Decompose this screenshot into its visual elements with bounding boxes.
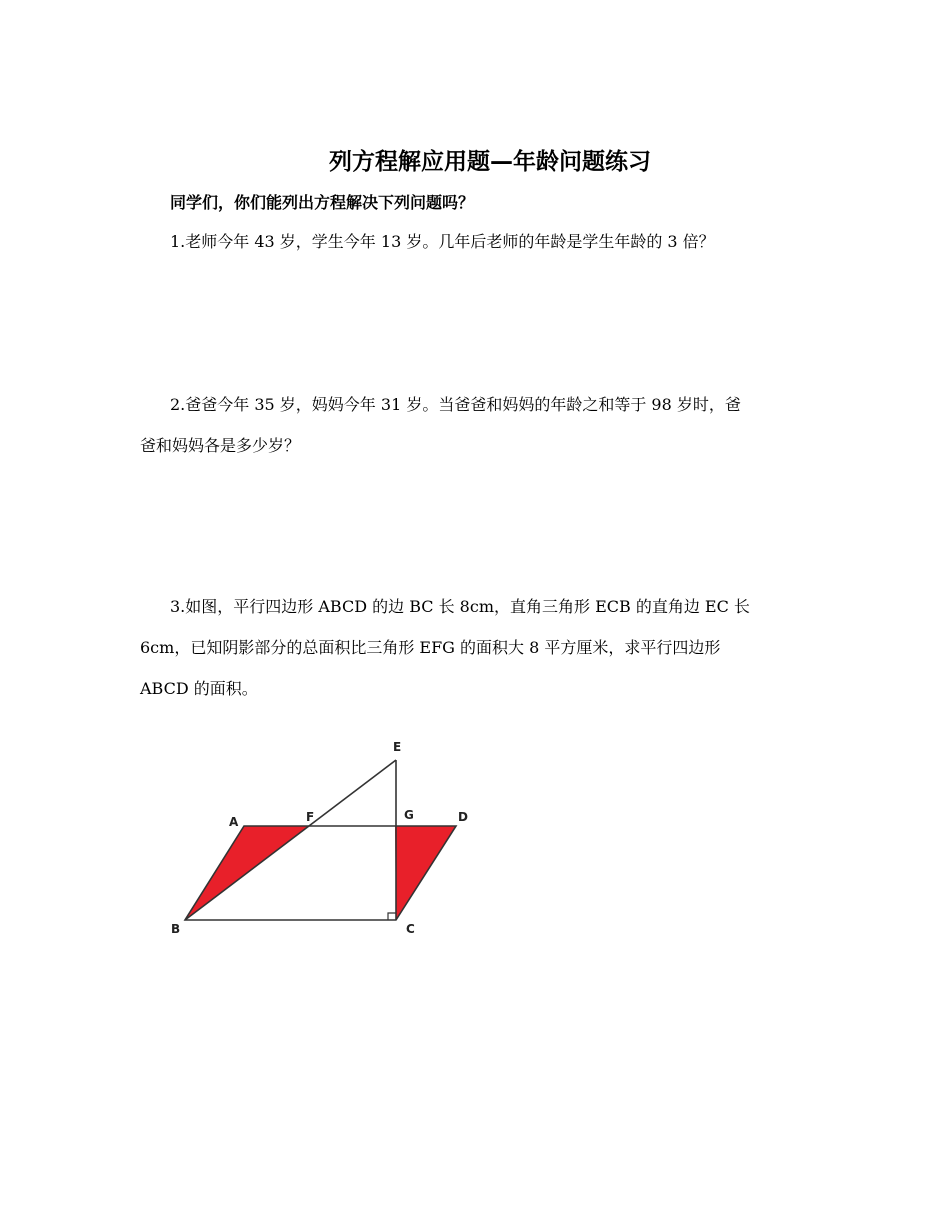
label-f: F xyxy=(306,810,315,824)
question-1: 1.老师今年 43 岁，学生今年 13 岁。几年后老师的年龄是学生年龄的 3 倍？ xyxy=(170,232,715,251)
label-c: C xyxy=(406,922,415,936)
question-3-line-2: 6cm，已知阴影部分的总面积比三角形 EFG 的面积大 8 平方厘米，求平行四边形 xyxy=(140,638,721,657)
question-2-line-2: 爸和妈妈各是多少岁？ xyxy=(140,436,301,455)
geometry-diagram xyxy=(168,735,478,940)
question-3-line-1: 3.如图，平行四边形 ABCD 的边 BC 长 8cm，直角三角形 ECB 的直角边 EC 长 xyxy=(170,597,750,616)
question-3-line-3: ABCD 的面积。 xyxy=(140,679,258,698)
label-g: G xyxy=(404,808,414,822)
line-be xyxy=(185,760,396,920)
label-b: B xyxy=(171,922,181,936)
label-a: A xyxy=(229,815,239,829)
right-angle-marker xyxy=(388,913,396,920)
intro-text: 同学们，你们能列出方程解决下列问题吗？ xyxy=(170,193,475,212)
parallelogram-figure xyxy=(168,735,478,940)
page-title: 列方程解应用题—年龄问题练习 xyxy=(329,149,651,175)
label-e: E xyxy=(393,740,402,754)
label-d: D xyxy=(458,810,468,824)
question-2-line-1: 2.爸爸今年 35 岁，妈妈今年 31 岁。当爸爸和妈妈的年龄之和等于 98 岁时，爸 xyxy=(170,395,741,414)
